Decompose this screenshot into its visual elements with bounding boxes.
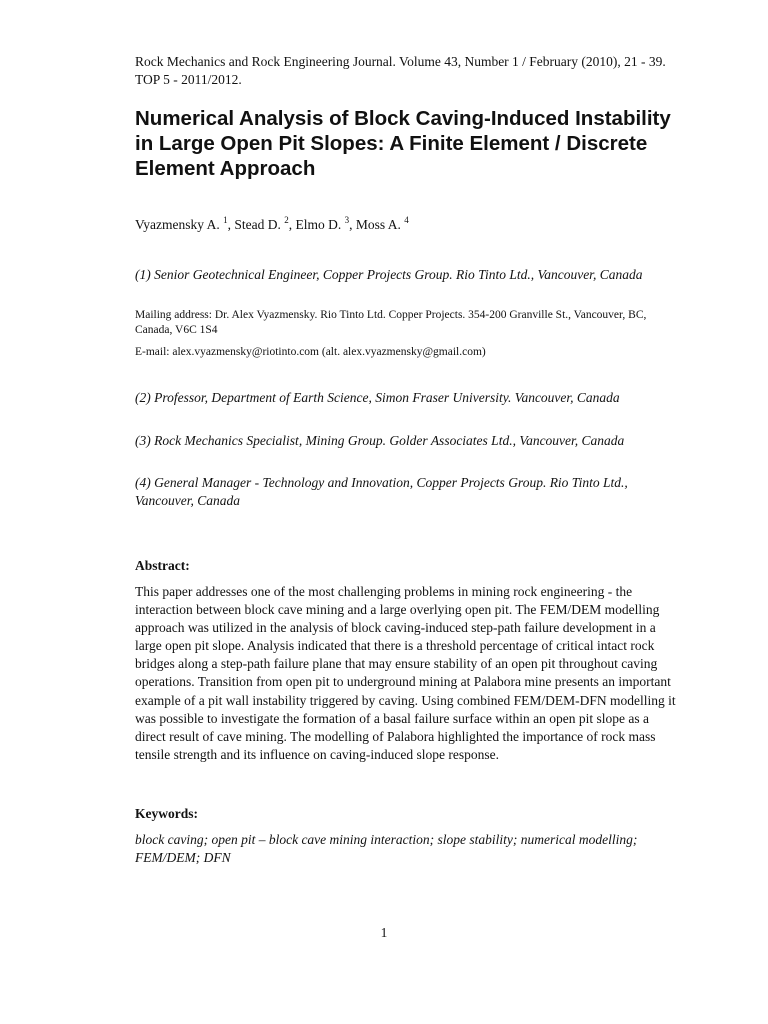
- author-name: , Elmo D.: [288, 217, 345, 232]
- author-name: Vyazmensky A.: [135, 217, 224, 232]
- affiliation-1: (1) Senior Geotechnical Engineer, Copper Projects Group. Rio Tinto Ltd., Vancouver, Canada: [135, 267, 643, 282]
- mailing-address: Mailing address: Dr. Alex Vyazmensky. Rio Tinto Ltd. Copper Projects. 354-200 Granville St., Vancouver, BC, Canada, V6C 1S4: [135, 309, 647, 336]
- author-list: [135, 216, 683, 234]
- paper-title: Numerical Analysis of Block Caving-Induced Instability in Large Open Pit Slopes: A Finite Element / Discrete Element Approach: [135, 107, 671, 180]
- abstract-text: This paper addresses one of the most challenging problems in mining rock engineering - the interaction between block cave mining and a large overlying open pit. The FEM/DEM modelling approach was utilized in the analysis of block caving-induced step-path failure development in a large open pit slope. Analysis indicated that there is a threshold percentage of critical intact rock bridges along a step-path failure plane that may ensure stability of an open pit throughout caving operations. Transition from open pit to underground mining at Palabora mine presents an important example of a pit wall instability triggered by caving. Using combined FEM/DEM-DFN modelling it was possible to investigate the formation of a basal failure surface within an open pit slope as a direct result of cave mining. The modelling of Palabora highlighted the importance of rock mass tensile strength and its influence on caving-induced slope response.: [135, 584, 676, 762]
- affiliation-4: (4) General Manager - Technology and Innovation, Copper Projects Group. Rio Tinto Ltd., Vancouver, Canada: [135, 475, 628, 508]
- affiliation-2: (2) Professor, Department of Earth Science, Simon Fraser University. Vancouver, Canada: [135, 390, 620, 405]
- author-name: , Stead D.: [227, 217, 285, 232]
- author-affiliation-mark: 1: [223, 215, 228, 225]
- author-affiliation-mark: 2: [284, 215, 289, 225]
- author-affiliation-mark: 4: [404, 215, 409, 225]
- author-affiliation-mark: 3: [344, 215, 350, 225]
- email-address: E-mail: alex.vyazmensky@riotinto.com (alt. alex.vyazmensky@gmail.com): [135, 346, 486, 358]
- page-number: 1: [380, 925, 388, 940]
- affiliation-3: (3) Rock Mechanics Specialist, Mining Group. Golder Associates Ltd., Vancouver, Canada: [135, 433, 625, 448]
- keywords-heading: Keywords:: [135, 806, 198, 821]
- journal-reference: Rock Mechanics and Rock Engineering Journal. Volume 43, Number 1 / February (2010), 21 - 39. TOP 5 - 2011/2012.: [135, 54, 666, 87]
- abstract-heading: Abstract:: [135, 558, 190, 573]
- keywords-text: block caving; open pit – block cave mining interaction; slope stability; numerical modelling; FEM/DEM; DFN: [135, 832, 638, 865]
- author-name: , Moss A.: [349, 217, 405, 232]
